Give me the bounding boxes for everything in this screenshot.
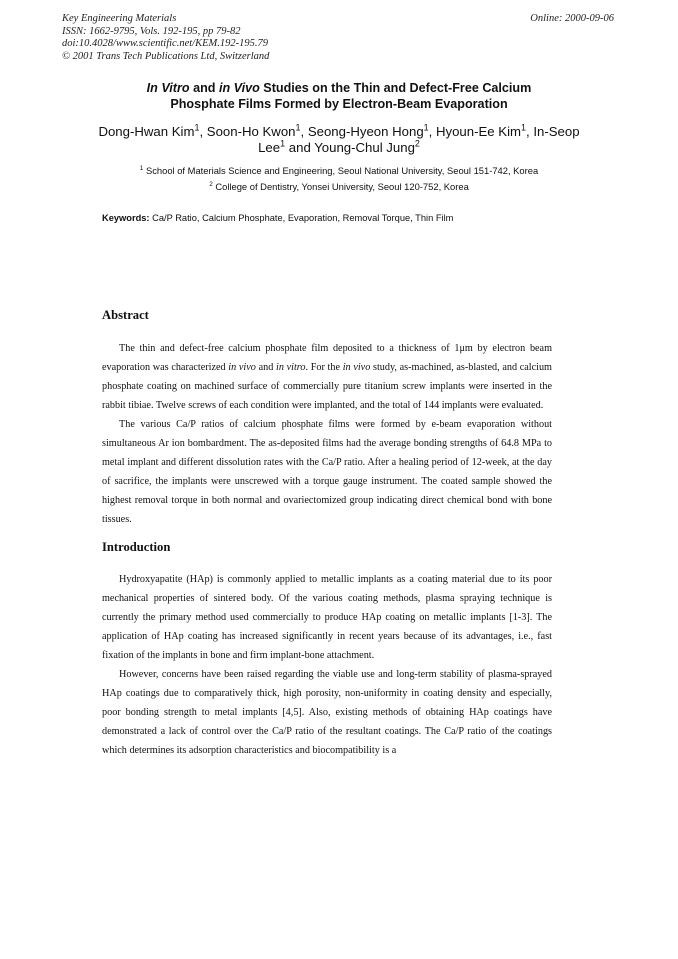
abstract-paragraph-1 [102, 339, 552, 415]
abstract-text-run: . For the [305, 362, 343, 373]
abstract-text-run: The thin and defect-free calcium phosphate film deposited to a thickness of 1μm by electron beam evaporation was characterized [102, 343, 552, 373]
author-affiliation-marker: 1 [280, 138, 286, 149]
online-date: Online: 2000-09-06 [530, 13, 614, 24]
author-affiliation-marker: 1 [423, 122, 429, 133]
author-affiliation-marker: 2 [414, 138, 420, 149]
affiliation-1-marker: 1 [139, 164, 144, 172]
author-name: Soon-Ho Kwon [206, 124, 296, 139]
introduction-heading: Introduction [102, 540, 171, 554]
author-separator: and [285, 140, 315, 155]
affiliation-1 [62, 165, 616, 177]
affiliation-2-text: College of Dentistry, Yonsei University, Seoul 120-752, Korea [215, 181, 469, 192]
affiliation-1-text: School of Materials Science and Engineering, Seoul National University, Seoul 151-742, Korea [145, 165, 539, 176]
abstract-text-run: and [255, 362, 276, 373]
introduction-paragraph-2: However, concerns have been raised regarding the viable use and long-term stability of plasma-sprayed HAp coatings due to comparatively thick, high porosity, non-uniformity in coating density and especially, poor bonding strength to metal implants [4,5]. Also, existing methods of obtaining HAp coatings have demonstrated a lack of control over the Ca/P ratio of the resultant coatings. The Ca/P ratio of the coatings which determines its adsorption characteristics and biocompatibility is a [102, 669, 552, 756]
author-name: Seong-Hyeon Hong [307, 124, 424, 139]
title-rest: Studies on the Thin and Defect-Free Calcium [259, 81, 532, 95]
title-in-vitro: In Vitro [146, 81, 190, 95]
keywords-label: Keywords: [102, 213, 150, 223]
author-affiliation-marker: 1 [521, 122, 527, 133]
abstract-heading: Abstract [102, 308, 149, 322]
abstract-body [102, 339, 552, 529]
copyright-line: © 2001 Trans Tech Publications Ltd, Switzerland [62, 50, 270, 62]
author-separator: , [300, 124, 308, 139]
doi-line: doi:10.4028/www.scientific.net/KEM.192-195.79 [62, 38, 268, 49]
author-name: Hyoun-Ee Kim [435, 124, 522, 139]
author-separator: , [428, 124, 436, 139]
paper-title [80, 81, 598, 112]
author-separator: , [199, 124, 207, 139]
italic-term: in vitro [275, 362, 306, 373]
italic-term: in vivo [228, 362, 256, 373]
author-list [96, 124, 582, 156]
title-line-2: Phosphate Films Formed by Electron-Beam Evaporation [170, 96, 508, 111]
italic-term: in vivo [342, 362, 371, 373]
author-separator: , [526, 124, 534, 139]
author-name: Young-Chul Jung [314, 140, 415, 155]
abstract-paragraph-2: The various Ca/P ratios of calcium phosphate films were formed by e-beam evaporation without simultaneous Ar ion bombardment. The as-deposited films had the average bonding strengths of 64.8 MPa to metal implant and different dissolution rates with the Ca/P ratio. After a healing period of 12-week, at the day of sacrifice, the implants were unscrewed with a torque gauge instrument. The coated sample showed the highest removal torque in both normal and ovariectomized group indicating direct chemical bond with bone tissues. [102, 419, 552, 525]
title-line-1 [80, 81, 598, 97]
abstract-text-run: study, as-machined, as-blasted, and calcium phosphate coating on machined surface of commercially pure titanium screw implants were inserted in the rabbit tibiae. Twelve screws of each condition were implanted, and the total of 144 implants were evaluated. [102, 362, 552, 411]
introduction-paragraph-1: Hydroxyapatite (HAp) is commonly applied to metallic implants as a coating material due to its poor mechanical properties of sintered body. Of the various coating methods, plasma spraying technique is currently the primary method used commercially to produce HAp coating on metallic implants [1-3]. The application of HAp coating has increased significantly in recent years because of its advantages, i.e., fast fixation of the implants in bone and firm implant-bone attachment. [102, 574, 552, 661]
issn-line: ISSN: 1662-9795, Vols. 192-195, pp 79-82 [62, 25, 241, 37]
journal-header [62, 13, 269, 63]
journal-name: Key Engineering Materials [62, 13, 177, 24]
introduction-body [102, 570, 552, 760]
title-and: and [189, 81, 219, 95]
keywords-text: Ca/P Ratio, Calcium Phosphate, Evaporation, Removal Torque, Thin Film [149, 213, 454, 223]
author-affiliation-marker: 1 [295, 122, 301, 133]
keywords [102, 213, 453, 223]
author-affiliation-marker: 1 [194, 122, 200, 133]
author-name: Dong-Hwan Kim [98, 124, 195, 139]
author-name: In-Seop Lee [258, 124, 580, 155]
affiliation-2 [62, 181, 616, 193]
title-in-vivo: in Vivo [218, 81, 260, 95]
affiliation-2-marker: 2 [209, 180, 213, 188]
